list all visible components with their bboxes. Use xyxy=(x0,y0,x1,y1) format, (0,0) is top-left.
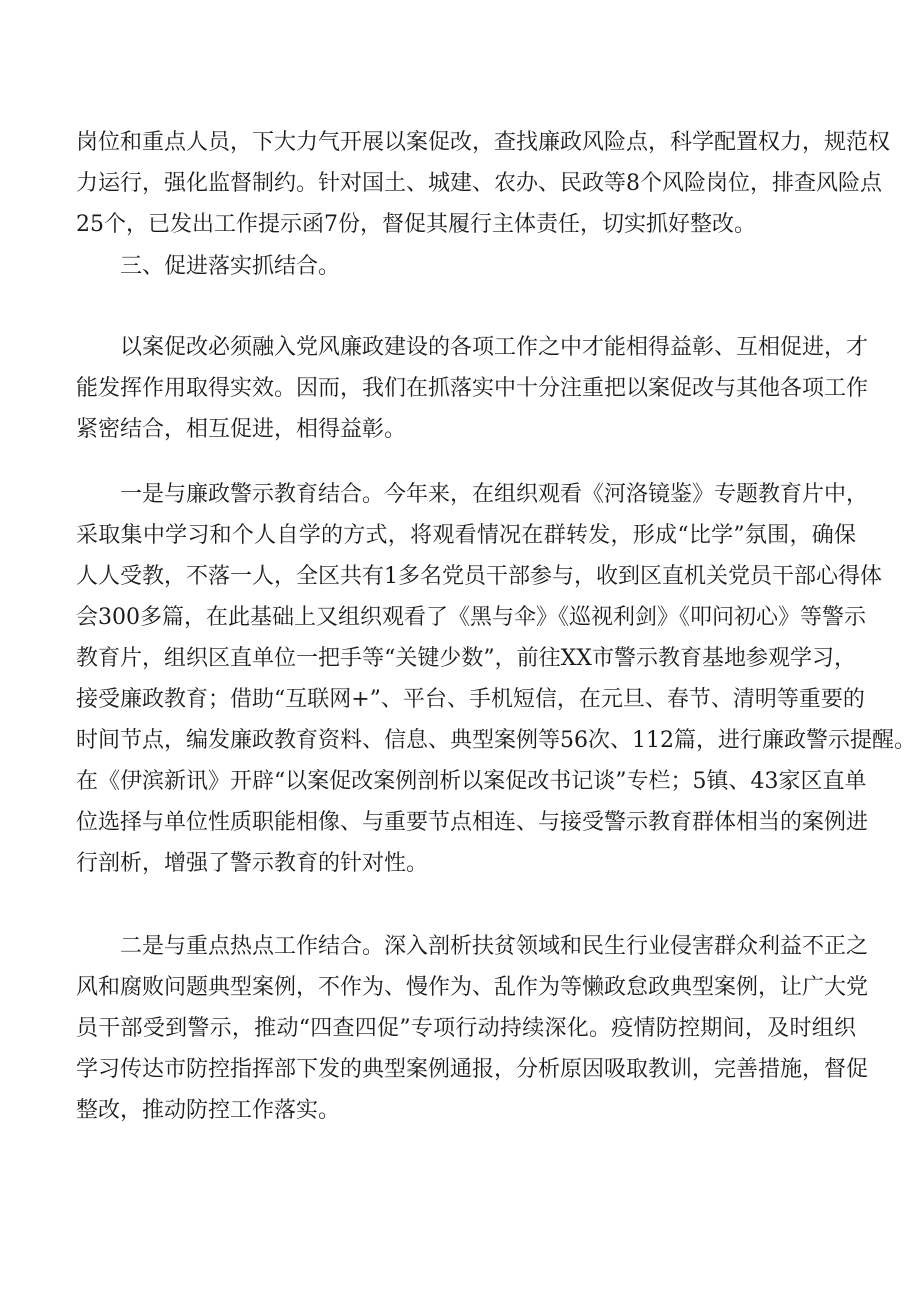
heading-text: 三、促进落实抓结合。 xyxy=(120,254,341,279)
paragraph-integration-intro xyxy=(76,327,869,450)
text-line: 能发挥作用取得实效。因而，我们在抓落实中十分注重把以案促改与其他各项工作 xyxy=(76,376,869,401)
text-line: 时间节点，编发廉政教育资料、信息、典型案例等56次、112篇，进行廉政警示提醒。 xyxy=(76,728,916,753)
paragraph-warning-education xyxy=(76,474,916,884)
text-line: 以案促改必须融入党风廉政建设的各项工作之中才能相得益彰、互相促进，才 xyxy=(120,335,869,360)
text-line: 整改，推动防控工作落实。 xyxy=(76,1098,341,1123)
text-line: 学习传达市防控指挥部下发的典型案例通报，分析原因吸取教训，完善措施，督促 xyxy=(76,1057,869,1082)
text-line: 在《伊滨新讯》开辟“以案促改案例剖析以案促改书记谈”专栏；5镇、43家区直单 xyxy=(76,769,867,794)
text-line: 力运行，强化监督制约。针对国土、城建、农办、民政等8个风险岗位，排查风险点 xyxy=(76,171,882,196)
paragraph-key-work xyxy=(76,926,869,1131)
text-line: 紧密结合，相互促进，相得益彰。 xyxy=(76,417,407,442)
text-line: 行剖析，增强了警示教育的针对性。 xyxy=(76,851,429,876)
text-line: 二是与重点热点工作结合。深入剖析扶贫领域和民生行业侵害群众利益不正之 xyxy=(120,934,869,959)
text-line: 采取集中学习和个人自学的方式，将观看情况在群转发，形成“比学”氛围，确保 xyxy=(76,523,856,548)
text-line: 会300多篇，在此基础上又组织观看了《黑与伞》《巡视利剑》《叩问初心》等警示 xyxy=(76,605,866,630)
text-line: 接受廉政教育；借助“互联网+”、平台、手机短信，在元旦、春节、清明等重要的 xyxy=(76,687,865,712)
paragraph-risk-posts xyxy=(76,122,891,245)
text-line: 风和腐败问题典型案例，不作为、慢作为、乱作为等懒政怠政典型案例，让广大党 xyxy=(76,975,869,1000)
text-line: 一是与廉政警示教育结合。今年来，在组织观看《河洛镜鉴》专题教育片中， xyxy=(120,482,869,507)
text-line: 教育片，组织区直单位一把手等“关键少数”，前往XX市警示教育基地参观学习， xyxy=(76,646,856,671)
section-heading xyxy=(76,246,856,287)
text-line: 位选择与单位性质职能相像、与重要节点相连、与接受警示教育群体相当的案例进 xyxy=(76,810,869,835)
text-line: 25个，已发出工作提示函7份，督促其履行主体责任，切实抓好整改。 xyxy=(76,212,756,237)
text-line: 岗位和重点人员，下大力气开展以案促改，查找廉政风险点，科学配置权力，规范权 xyxy=(76,130,891,155)
text-line: 员干部受到警示，推动“四查四促”专项行动持续深化。疫情防控期间，及时组织 xyxy=(76,1016,856,1041)
text-line: 人人受教，不落一人，全区共有1多名党员干部参与，收到区直机关党员干部心得体 xyxy=(76,564,882,589)
